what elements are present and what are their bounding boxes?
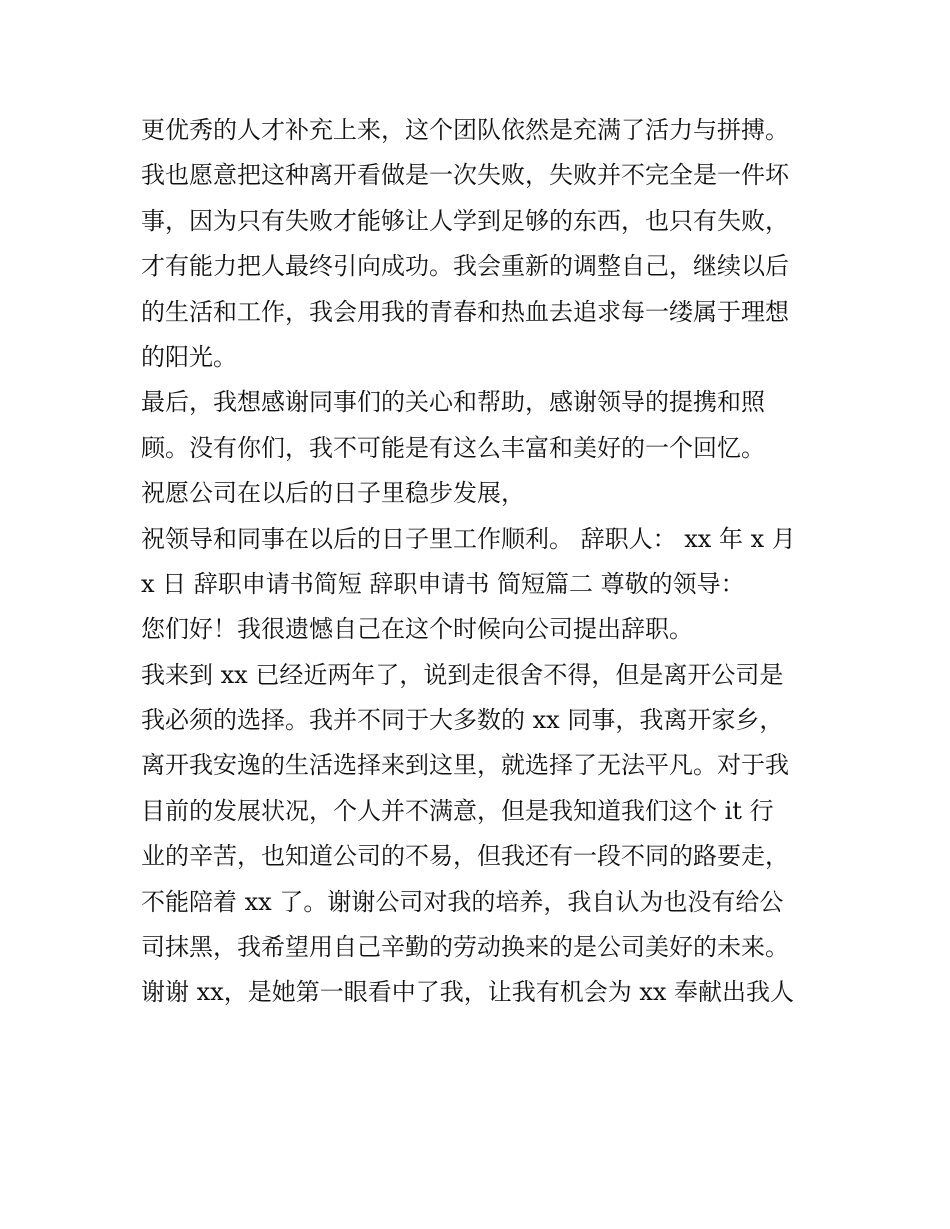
text-line: 祝愿公司在以后的日子里稳步发展，	[141, 479, 525, 508]
text-line: 最后，我想感谢同事们的关心和帮助，感谢领导的提携和照	[141, 388, 765, 417]
text-line: 才有能力把人最终引向成功。我会重新的调整自己，继续以后	[141, 252, 789, 281]
text-line: 业的辛苦，也知道公司的不易，但我还有一段不同的路要走，	[141, 842, 789, 871]
text-line: 更优秀的人才补充上来，这个团队依然是充满了活力与拼搏。	[141, 116, 789, 144]
text-line: 的生活和工作，我会用我的青春和热血去追求每一缕属于理想	[141, 297, 789, 326]
text-line: 谢谢 xx，是她第一眼看中了我，让我有机会为 xx 奉献出我人	[141, 978, 795, 1007]
text-line: 司抹黑，我希望用自己辛勤的劳动换来的是公司美好的未来。	[141, 933, 789, 962]
text-line: 我也愿意把这种离开看做是一次失败，失败并不完全是一件坏	[141, 161, 789, 190]
letter-body	[141, 108, 821, 1016]
text-line: 离开我安逸的生活选择来到这里，就选择了无法平凡。对于我	[141, 751, 789, 780]
text-line: 顾。没有你们，我不可能是有这么丰富和美好的一个回忆。	[141, 433, 765, 462]
text-line: 不能陪着 xx 了。谢谢公司对我的培养，我自认为也没有给公	[141, 887, 784, 916]
text-line: 我来到 xx 已经近两年了，说到走很舍不得，但是离开公司是	[141, 660, 784, 689]
text-line: x 日 辞职申请书简短 辞职申请书 简短篇二 尊敬的领导：	[141, 569, 745, 598]
text-line: 您们好！我很遗憾自己在这个时候向公司提出辞职。	[141, 615, 693, 644]
text-line: 祝领导和同事在以后的日子里工作顺利。 辞职人： xx 年 x 月	[141, 524, 796, 553]
text-line: 我必须的选择。我并不同于大多数的 xx 同事，我离开家乡，	[141, 706, 784, 735]
text-line: 事，因为只有失败才能够让人学到足够的东西，也只有失败，	[141, 206, 789, 235]
text-line: 的阳光。	[141, 342, 237, 371]
text-line: 目前的发展状况，个人并不满意，但是我知道我们这个 it 行	[141, 796, 774, 825]
